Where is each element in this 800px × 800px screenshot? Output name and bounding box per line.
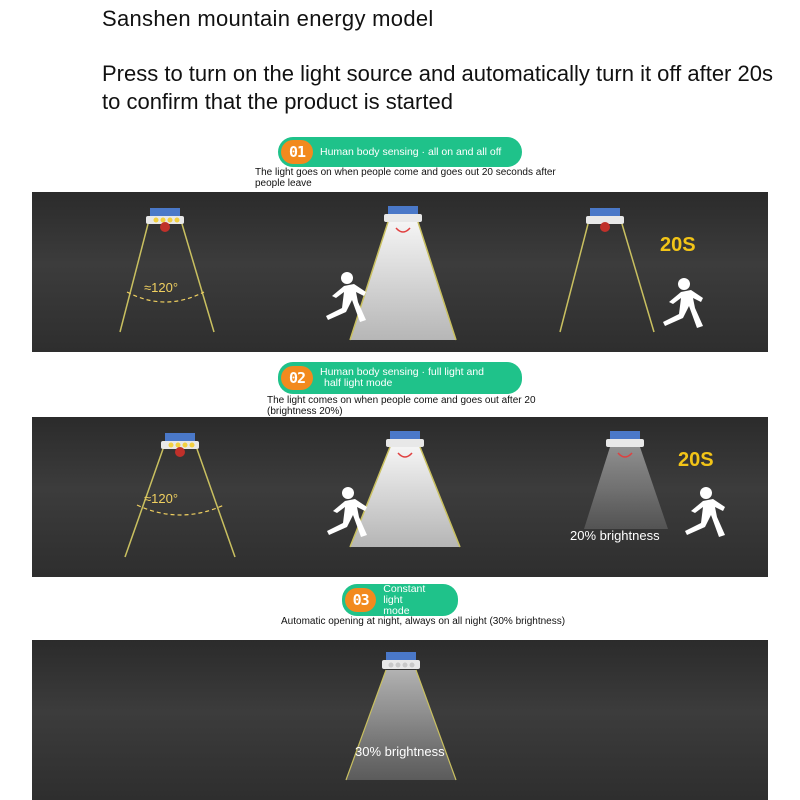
mode-3-number-badge: 03 xyxy=(345,588,376,612)
mode-1-pill xyxy=(278,137,522,167)
mode-2-pill xyxy=(278,362,522,394)
mode-3-label-line1: Constant light xyxy=(383,582,426,606)
lamp-constant-icon xyxy=(346,652,456,780)
runner-icon xyxy=(663,278,703,328)
mode-1-number-badge: 01 xyxy=(281,140,313,164)
runner-icon xyxy=(326,272,366,322)
page-title: Sanshen mountain energy model xyxy=(102,6,434,31)
mode-2-number-badge: 02 xyxy=(281,366,313,390)
mode-3-label xyxy=(383,584,446,617)
mode-1-description: The light goes on when people come and goes out 20 seconds after people leave xyxy=(255,167,556,189)
mode-1-label: Human body sensing · all on and all off xyxy=(320,145,502,158)
mode-2-angle: ≈120° xyxy=(144,491,179,506)
mode-3-description: Automatic opening at night, always on all night (30% brightness) xyxy=(281,616,566,627)
mode-3-label-line2: mode xyxy=(383,604,410,617)
lamp-off-icon xyxy=(120,208,214,332)
runner-icon xyxy=(685,487,725,537)
mode-2-label-line1: Human body sensing · full light and xyxy=(320,366,485,378)
lamp-off-icon xyxy=(125,433,235,557)
mode-2-illustration xyxy=(32,417,768,577)
mode-1-timer: 20S xyxy=(660,234,696,256)
mode-1-angle: ≈120° xyxy=(144,280,179,295)
mode-2-timer: 20S xyxy=(678,449,714,471)
mode-2-label-line2: half light mode xyxy=(324,377,393,389)
mode-2-description: The light comes on when people come and goes out after 20 (brightness 20%) xyxy=(267,395,536,417)
lamp-on-icon xyxy=(350,431,460,547)
mode-1-illustration xyxy=(32,192,768,352)
mode-3-pill xyxy=(342,584,458,616)
runner-icon xyxy=(327,487,367,537)
mode-2-brightness-label: 20% brightness xyxy=(570,528,660,543)
mode-2-label xyxy=(320,367,484,389)
mode-3-brightness-label: 30% brightness xyxy=(355,744,445,759)
page-subtitle: Press to turn on the light source and automatically turn it off after 20s to confirm that the product is started xyxy=(102,61,773,114)
mode-3-illustration xyxy=(32,640,768,800)
lamp-off-icon xyxy=(560,208,654,332)
lamp-dim-icon xyxy=(584,431,668,529)
